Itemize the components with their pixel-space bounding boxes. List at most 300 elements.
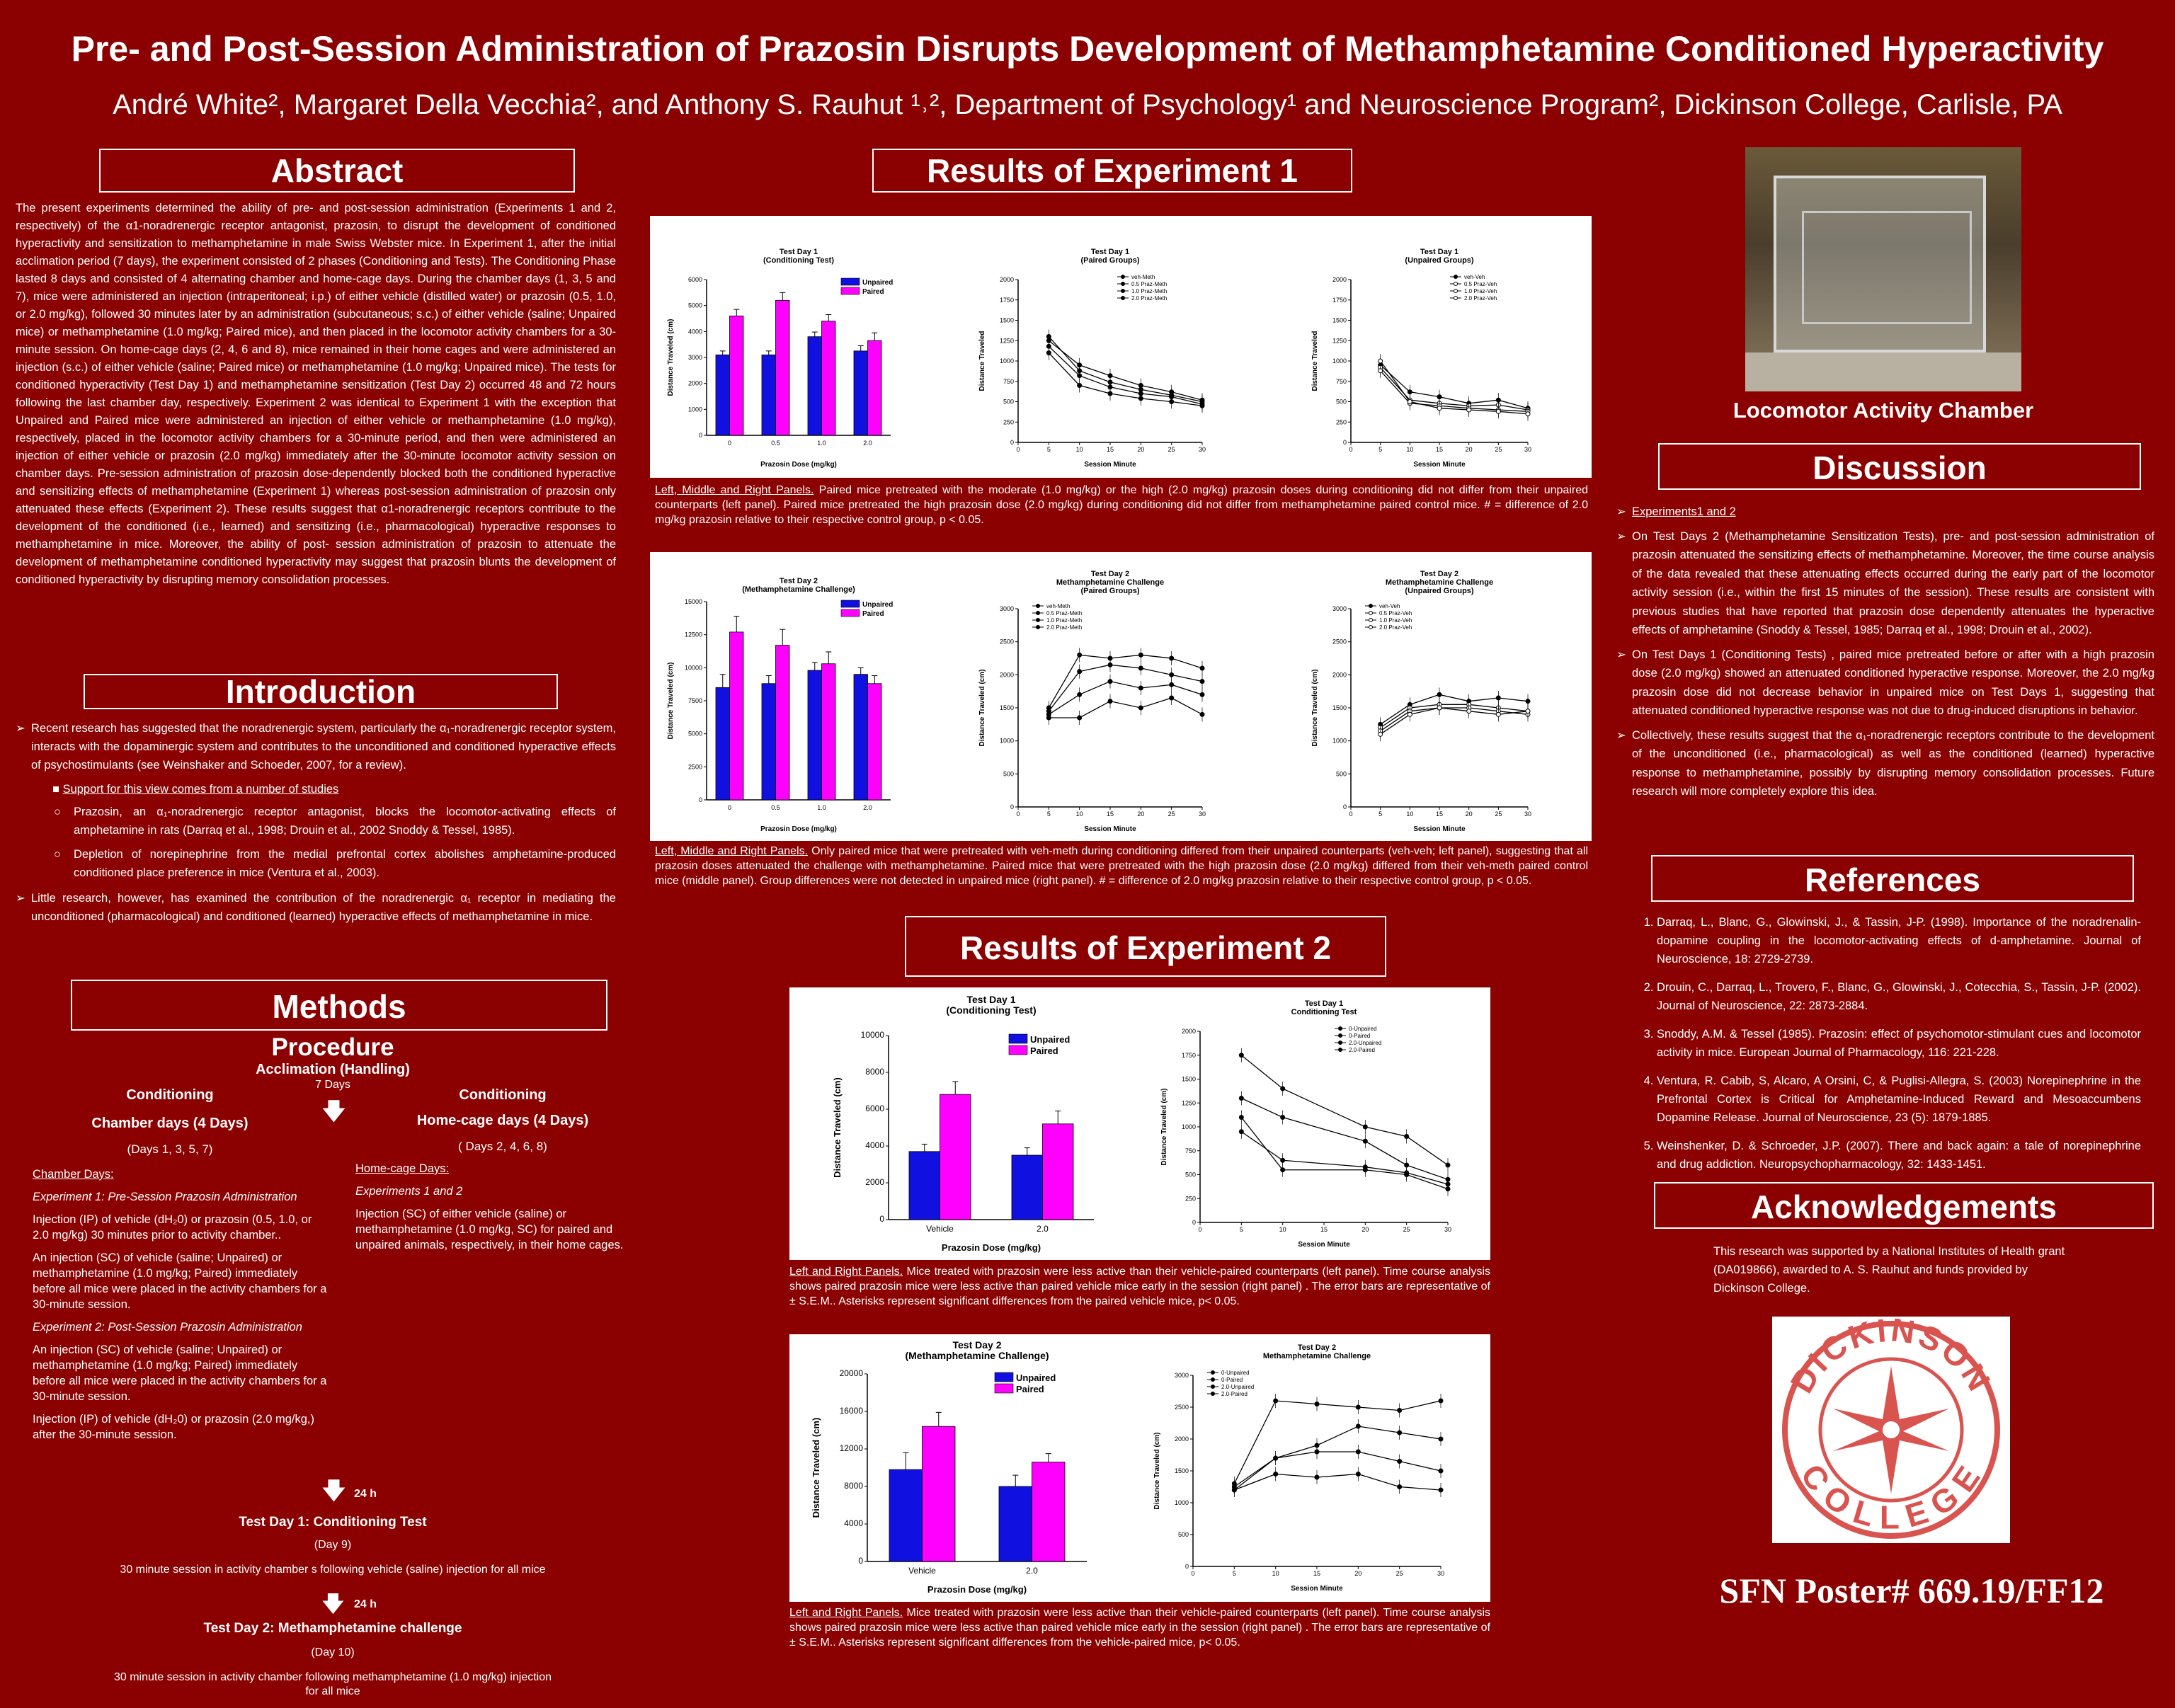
data-point xyxy=(1046,335,1051,339)
chart-exp1-td1-paired xyxy=(976,244,1216,471)
reference-item: 2. Drouin, C., Darraq, L., Trovero, F., Blanc, G., Glowinski, J., Cotecchia, S., Tassin, J-P. (2002). Journal of Neuroscience, 22: 2873-2884. xyxy=(1657,978,2141,1015)
reference-item: 5. Weinshenker, D. & Schroeder, J.P. (2007). There and back again: a tale of norepinephrine and drug addiction. Neuropsychopharmacology, 32: 1433-1451. xyxy=(1657,1137,2141,1174)
chart-exp2-td1-line xyxy=(1158,996,1469,1251)
x-tick-label: 0 xyxy=(1191,1570,1195,1577)
legend-marker xyxy=(1037,612,1040,615)
data-point xyxy=(1356,1424,1360,1428)
y-tick-label: 750 xyxy=(1335,377,1347,385)
legend-label: Unpaired xyxy=(1030,1034,1071,1045)
x-tick-label: 15 xyxy=(1313,1570,1321,1577)
y-tick-label: 0 xyxy=(1342,439,1347,446)
bar-unpaired xyxy=(854,675,868,800)
data-point xyxy=(1170,400,1174,404)
x-tick-label: 25 xyxy=(1395,1570,1403,1577)
legend-label: veh-Meth xyxy=(1131,274,1155,280)
series-line-1 xyxy=(1234,1401,1441,1484)
y-tick-label: 1500 xyxy=(1181,1075,1196,1083)
y-tick-label: 1000 xyxy=(1181,1123,1196,1130)
data-point xyxy=(1356,1450,1360,1454)
chamber-days-title: Chamber days (4 Days) xyxy=(91,1116,249,1131)
data-point xyxy=(1239,1053,1243,1058)
data-point xyxy=(1437,706,1442,710)
y-tick-label: 0 xyxy=(879,1214,884,1224)
data-point xyxy=(1496,696,1500,700)
arrow-down-icon: 🡇 xyxy=(322,1478,346,1503)
series-line-2 xyxy=(1049,682,1202,715)
chart-exp2-td2-line xyxy=(1151,1340,1462,1595)
data-point xyxy=(1138,706,1143,710)
college-seal-icon xyxy=(1772,1317,2010,1543)
intro-sub-1 xyxy=(16,803,616,839)
legend-label: 1.0 Praz-Veh xyxy=(1464,288,1497,294)
conditioning-right-label: Conditioning xyxy=(459,1087,547,1103)
methods-heading: Methods xyxy=(71,980,607,1031)
results1-caption-2-lead: Left, Middle and Right Panels. xyxy=(655,845,809,857)
y-tick-label: 250 xyxy=(1335,418,1347,426)
y-tick-label: 12500 xyxy=(684,631,702,638)
interval-24h-a: 24 h xyxy=(354,1488,377,1500)
legend-label: 2.0 Praz-Meth xyxy=(1131,295,1168,302)
y-tick-label: 3000 xyxy=(999,605,1014,612)
results1-heading: Results of Experiment 1 xyxy=(872,149,1352,193)
y-tick-label: 15000 xyxy=(684,598,702,605)
bar-paired xyxy=(940,1094,971,1220)
chamber-days-list: (Days 1, 3, 5, 7) xyxy=(127,1142,213,1156)
home-cage-days-label: Home-cage Days: xyxy=(355,1162,450,1175)
poster-title: Pre- and Post-Session Administration of Prazosin Disrupts Development of Methamphetamine Conditioned Hyperactivity xyxy=(71,29,2104,69)
legend-label: Paired xyxy=(862,610,884,618)
x-tick-label: 2.0 xyxy=(1037,1224,1049,1234)
data-point xyxy=(1274,1456,1278,1460)
data-point xyxy=(1281,1158,1285,1162)
x-tick-label: 20 xyxy=(1361,1226,1369,1233)
y-tick-label: 1000 xyxy=(999,357,1014,365)
seal-top-text: DICKINSON xyxy=(1783,1317,1999,1399)
x-tick-label: 5 xyxy=(1378,446,1383,453)
data-point xyxy=(1378,732,1383,736)
data-point xyxy=(1046,716,1051,720)
x-tick-label: 10 xyxy=(1406,810,1414,818)
chart-title: Conditioning Test xyxy=(1291,1008,1357,1016)
x-tick-label: 2.0 xyxy=(1026,1566,1038,1576)
discussion-body xyxy=(1616,503,2154,807)
data-point xyxy=(1437,692,1442,697)
chart-title: (Paired Groups) xyxy=(1080,256,1140,265)
results1-caption-2-text: Only paired mice that were pretreated with veh-meth during conditioning differed from their unpaired counterparts (veh-veh; left panel), suggesting that all prazosin doses attenuated the challenge with methamphetamine. Paired mice that were pretreated with the high prazosin dose (2.0 mg/kg) differed from their veh-meth paired control mice (middle panel). Group differences were not detected in unpaired mice (right panel). # = difference of 2.0 mg/kg prazosin relative to their respective control group, p < 0.05. xyxy=(655,845,1588,887)
data-point xyxy=(1078,374,1082,378)
data-point xyxy=(1446,1187,1450,1191)
y-axis-label: Distance Traveled (cm) xyxy=(811,1417,821,1518)
legend-label: 0.5 Praz-Veh xyxy=(1379,610,1412,617)
y-tick-label: 2000 xyxy=(1181,1028,1196,1035)
chart-title: (Paired Groups) xyxy=(1080,587,1140,595)
photo-caption: Locomotor Activity Chamber xyxy=(1732,398,2034,423)
legend-label: 2.0 Praz-Meth xyxy=(1046,624,1083,631)
legend-marker xyxy=(1369,612,1373,615)
legend-marker xyxy=(1211,1378,1215,1382)
y-tick-label: 0 xyxy=(1192,1219,1196,1226)
data-point xyxy=(1356,1405,1360,1409)
legend-label: 0.5 Praz-Meth xyxy=(1046,610,1083,617)
legend-label: 0-Paired xyxy=(1349,1033,1371,1039)
x-axis-label: Session Minute xyxy=(1413,461,1466,469)
intro-bullet-2: ➢ Little research, however, has examined the contribution of the noradrenergic α₁ receptor in mediating the unconditioned (pharmacological) and conditioned (learned) hyperactive effects of methamphetamine in mice. xyxy=(16,889,616,926)
data-point xyxy=(1274,1472,1278,1477)
data-point xyxy=(1467,709,1471,713)
data-point xyxy=(1496,712,1500,716)
bar-paired xyxy=(776,300,790,435)
abstract-text: The present experiments determined the ability of pre- and post-session administration (Experiments 1 and 2, respectively) of the α1-noradrenergic receptor antagonist, prazosin, to disrupt the development of conditioned hyperactivity and sensitization to methamphetamine in male Swiss Webster mice. In Experiment 1, after the initial acclimation period (7 days), the experiment consisted of 2 phases (Conditioning and Tests). The Conditioning Phase lasted 8 days and consisted of 4 alternating chamber and home-cage days. During the chamber days (1, 3, 5 and 7), mice were administered an injection (intraperitoneal; i.p.) of either vehicle (distilled water) or prazosin (0.5, 1.0, or 2.0 mg/kg), followed 30 minutes later by an administration (subcutaneous; s.c.) of either vehicle (saline; Unpaired mice) or methamphetamine (1.0 mg/kg; Paired mice), and then placed in the locomotor activity chambers for a 30-minute session. On home-cage days (2, 4, 6 and 8), mice remained in their home cages and were administered an injection (s.c.) of either vehicle (saline; Paired mice) or methamphetamine (1.0 mg/kg; Unpaired mice). The tests for conditioned hyperactivity (Test Day 1) and methamphetamine sensitization (Test Day 2) occurred 48 and 72 hours following the last chamber day, respectively. Experiment 2 was identical to Experiment 1 with the exception that Unpaired and Paired mice were administered an injection of either vehicle or methamphetamine (1.0 mg/kg), respectively, placed in the locomotor activity chambers for a 30-minute period, and then were administered an injection of either vehicle or prazosin (2.0 mg/kg) immediately after the 30-minute locomotor activity session on chamber days. Pre-session administration of prazosin dose-dependently blocked both the conditioned hyperactive and sensitizing effects of methamphetamine (Experiment 1) whereas post-session administration of prazosin only attenuated these effects (Experiment 2). These results suggest that α1-noradrenergic receptors contribute to the development of the conditioned (i.e., learned) and sensitizing (i.e., pharmacological) hyperactive responses to methamphetamine in mice. Moreover, the ability of post- session administration of prazosin to attenuate the development of methamphetamine conditioned hyperactivity may suggest that prazosin blunts the development of conditioned hyperactivity by disrupting memory consolidation processes. xyxy=(16,202,616,586)
y-tick-label: 500 xyxy=(1177,1531,1189,1538)
legend-label: 0-Unpaired xyxy=(1349,1026,1377,1032)
chart-exp1-td2-unpaired xyxy=(1308,566,1542,835)
x-tick-label: 30 xyxy=(1444,1226,1452,1233)
y-tick-label: 2000 xyxy=(999,671,1014,679)
x-tick-label: 0 xyxy=(1349,446,1353,453)
x-axis-label: Session Minute xyxy=(1413,825,1466,833)
legend-marker xyxy=(1339,1027,1342,1031)
test-day-1-day: (Day 9) xyxy=(314,1539,352,1551)
chamber-inner xyxy=(1802,211,1972,324)
data-point xyxy=(1170,672,1174,677)
y-tick-label: 4000 xyxy=(844,1518,863,1528)
references-list xyxy=(1643,913,2141,1183)
x-tick-label: 10 xyxy=(1279,1226,1286,1233)
conditioning-left-label: Conditioning xyxy=(126,1087,214,1103)
legend-swatch xyxy=(841,287,860,294)
data-point xyxy=(1078,692,1082,697)
bar-paired xyxy=(822,664,836,800)
y-tick-label: 0 xyxy=(698,796,702,803)
discussion-bullet-2: ➢ On Test Days 1 (Conditioning Tests) , paired mice pretreated before or after with a high prazosin dose (2.0 mg/kg) showed an attenuated conditioned hyperactive response. Moreover, the 2.0 mg/kg prazosin dose did not decrease behavior in unpaired mice on Test Days 1, suggesting that attenuated conditioned hyperactive response was not due to drug-induced disruptions in behavior. xyxy=(1616,646,2154,721)
results2-caption-1-text: Mice treated with prazosin were less active than their vehicle-paired counterparts (left panel). Time course analysis shows paired prazosin mice were less active than paired vehicle mice early in the session (right panel) . The error bars are representative of ± S.E.M.. Asterisks represent significant differences from the paired vehicle mice, p< 0.05. xyxy=(789,1266,1490,1307)
chart-title: (Conditioning Test) xyxy=(763,256,834,265)
legend-label: 1.0 Praz-Veh xyxy=(1379,617,1412,624)
y-tick-label: 1500 xyxy=(1174,1467,1189,1474)
home-cage-days-list: ( Days 2, 4, 6, 8) xyxy=(458,1140,547,1153)
legend-swatch xyxy=(995,1372,1013,1382)
chart-title: Test Day 2 xyxy=(1090,570,1130,578)
y-tick-label: 750 xyxy=(1184,1147,1196,1154)
circle-bullet-icon: ○ xyxy=(54,848,61,861)
bar-unpaired xyxy=(716,687,730,800)
data-point xyxy=(1526,412,1530,416)
data-point xyxy=(1496,409,1500,413)
x-tick-label: 5 xyxy=(1046,446,1051,453)
x-tick-label: 30 xyxy=(1437,1570,1445,1577)
results2-heading: Results of Experiment 2 xyxy=(905,916,1386,977)
results2-caption-2 xyxy=(789,1605,1490,1650)
y-tick-label: 1250 xyxy=(1332,337,1347,345)
results1-caption-1-lead: Left, Middle and Right Panels. xyxy=(655,484,814,496)
series-line-0 xyxy=(1234,1474,1441,1491)
locomotor-chamber-photo xyxy=(1745,147,2021,391)
arrow-down-icon: 🡇 xyxy=(322,1099,346,1124)
y-tick-label: 1250 xyxy=(1181,1099,1196,1107)
data-point xyxy=(1378,359,1383,363)
legend-marker xyxy=(1121,297,1125,300)
x-tick-label: 25 xyxy=(1168,446,1175,453)
y-tick-label: 4000 xyxy=(865,1140,884,1150)
acknowledgements-text: This research was supported by a National Institutes of Health grant (DA019866), awarded to A. S. Rauhut and funds provided by Dickinson College. xyxy=(1713,1245,2065,1295)
series-line-1 xyxy=(1049,337,1202,402)
y-tick-label: 10000 xyxy=(684,664,702,672)
chart-title: Test Day 1 xyxy=(1304,999,1344,1008)
legend-label: 2.0-Unpaired xyxy=(1221,1384,1255,1390)
data-point xyxy=(1439,1437,1443,1441)
home-cage-days-title: Home-cage days (4 Days) xyxy=(416,1113,589,1128)
y-tick-label: 3000 xyxy=(687,354,702,361)
data-point xyxy=(1281,1087,1285,1091)
introduction-heading: Introduction xyxy=(84,674,558,709)
data-point xyxy=(1232,1488,1236,1492)
discussion-heading: Discussion xyxy=(1658,443,2141,490)
series-line-0 xyxy=(1049,340,1202,400)
chart-title: Test Day 2 xyxy=(1420,570,1459,578)
data-point xyxy=(1405,1173,1409,1177)
data-point xyxy=(1108,699,1112,704)
bar-paired xyxy=(1043,1124,1074,1220)
data-point xyxy=(1398,1431,1402,1435)
y-axis-label: Distance Traveled (cm) xyxy=(1311,669,1319,747)
data-point xyxy=(1078,384,1082,388)
y-tick-label: 6000 xyxy=(865,1104,884,1113)
data-point xyxy=(1363,1139,1367,1143)
bar-paired xyxy=(923,1426,956,1561)
home-cage-details xyxy=(355,1161,646,1260)
y-tick-label: 1750 xyxy=(1332,296,1347,304)
bar-paired xyxy=(730,316,744,435)
x-tick-label: 30 xyxy=(1198,446,1206,453)
x-tick-label: 1.0 xyxy=(817,804,826,811)
x-tick-label: 15 xyxy=(1106,810,1114,818)
y-tick-label: 2500 xyxy=(999,638,1014,646)
chart-title: (Conditioning Test) xyxy=(946,1004,1037,1016)
y-axis-label: Distance Traveled xyxy=(978,331,986,391)
interval-24h-b: 24 h xyxy=(354,1598,377,1610)
discussion-lead-text: Experiments1 and 2 xyxy=(1632,505,1736,518)
test-day-2-desc: 30 minute session in activity chamber following methamphetamine (1.0 mg/kg) injection for all mice xyxy=(113,1671,552,1697)
bar-paired xyxy=(730,632,744,800)
legend-label: veh-Meth xyxy=(1046,603,1071,609)
legend-marker xyxy=(1369,626,1373,629)
x-tick-label: Vehicle xyxy=(926,1224,954,1234)
x-tick-label: 15 xyxy=(1106,446,1114,453)
y-tick-label: 0 xyxy=(1010,803,1014,810)
test-day-1-title: Test Day 1: Conditioning Test xyxy=(239,1515,427,1530)
chart-title: Test Day 2 xyxy=(952,1339,1002,1351)
x-tick-label: 2.0 xyxy=(863,804,872,811)
x-tick-label: 0.5 xyxy=(771,804,780,811)
chart-title: Test Day 1 xyxy=(1420,248,1459,256)
legend-marker xyxy=(1339,1048,1342,1052)
x-axis-label: Prazosin Dose (mg/kg) xyxy=(760,461,837,469)
series-line-1 xyxy=(1381,367,1528,410)
y-axis-label: Distance Traveled (cm) xyxy=(1160,1088,1168,1166)
x-tick-label: 20 xyxy=(1137,446,1145,453)
x-tick-label: 5 xyxy=(1239,1226,1243,1233)
home-cage-procedure: Injection (SC) of either vehicle (saline) or methamphetamine (1.0 mg/kg, SC) for paired and unpaired animals, respectively, in their home cages. xyxy=(355,1208,624,1251)
data-point xyxy=(1526,699,1530,704)
x-tick-label: 15 xyxy=(1435,446,1444,453)
x-tick-label: 15 xyxy=(1320,1226,1328,1233)
y-tick-label: 1750 xyxy=(1181,1051,1196,1059)
legend-marker xyxy=(1037,626,1040,629)
legend-marker xyxy=(1211,1385,1215,1389)
y-tick-label: 500 xyxy=(1184,1171,1196,1179)
legend-label: 2.0 Praz-Veh xyxy=(1379,624,1412,631)
bar-unpaired xyxy=(808,670,822,800)
series-line-3 xyxy=(1241,1099,1448,1180)
x-tick-label: 30 xyxy=(1524,446,1532,453)
legend-label: 2.0-Paired xyxy=(1349,1047,1375,1053)
y-tick-label: 250 xyxy=(1184,1195,1196,1203)
legend-marker xyxy=(1037,619,1040,622)
legend-marker xyxy=(1211,1392,1215,1396)
chamber-days-label: Chamber Days: xyxy=(33,1168,114,1181)
y-tick-label: 5000 xyxy=(687,302,702,309)
experiment-2-step-2: Injection (IP) of vehicle (dH₂0) or prazosin (2.0 mg/kg,) after the 30-minute session. xyxy=(33,1413,314,1441)
chart-title: Test Day 1 xyxy=(966,994,1016,1005)
x-tick-label: 20 xyxy=(1137,810,1145,818)
legend-marker xyxy=(1211,1371,1215,1375)
x-axis-label: Prazosin Dose (mg/kg) xyxy=(941,1242,1041,1253)
intro-subheading-text: Support for this view comes from a number of studies xyxy=(62,783,339,796)
legend-label: 0-Paired xyxy=(1221,1377,1243,1383)
series-line-2 xyxy=(1234,1452,1441,1487)
chart-title: (Unpaired Groups) xyxy=(1405,256,1474,265)
intro-subheading: ■ Support for this view comes from a number of studies xyxy=(52,783,339,796)
reference-item: 3. Snoddy, A.M. & Tessel (1985). Prazosin: effect of psychomotor-stimulant cues and locomotor activity in mice. European Journal of Pharmacology, 116: 221-228. xyxy=(1657,1025,2141,1062)
y-tick-label: 16000 xyxy=(839,1406,863,1416)
y-tick-label: 750 xyxy=(1003,377,1014,385)
y-tick-label: 2000 xyxy=(999,276,1014,283)
data-point xyxy=(1398,1460,1402,1464)
intro-sub-1-text: Prazosin, an α₁-noradrenergic receptor antagonist, blocks the locomotor-activating effects of amphetamine in rats (Darraq et al., 1998; Drouin et al., 2002 Snoddy & Tessel, 1985). xyxy=(74,806,616,837)
x-tick-label: 2.0 xyxy=(863,440,872,447)
procedure-heading: Procedure xyxy=(271,1033,394,1061)
poster-authors: André White², Margaret Della Vecchia², and Anthony S. Rauhut ¹˒², Department of Psychology¹ and Neuroscience Program², Dickinson College, Carlisle, PA xyxy=(113,89,2062,120)
series-line-1 xyxy=(1241,1055,1448,1165)
y-tick-label: 250 xyxy=(1003,418,1014,426)
y-tick-label: 2000 xyxy=(1174,1435,1189,1443)
results1-figure-row2 xyxy=(650,552,1592,841)
y-tick-label: 8000 xyxy=(844,1481,863,1491)
y-tick-label: 2500 xyxy=(687,763,702,771)
y-tick-label: 500 xyxy=(1003,770,1014,778)
data-point xyxy=(1281,1168,1285,1172)
chart-title: Methamphetamine Challenge xyxy=(1262,1352,1371,1360)
y-axis-label: Distance Traveled (cm) xyxy=(667,319,675,396)
legend-label: 0-Unpaired xyxy=(1221,1370,1250,1376)
legend-marker xyxy=(1121,275,1125,279)
chamber-days-details xyxy=(33,1167,330,1450)
chart-title: (Methamphetamine Challenge) xyxy=(742,585,855,594)
bar-paired xyxy=(1032,1462,1066,1561)
experiment-1-step-1: Injection (IP) of vehicle (dH₂0) or prazosin (0.5, 1.0, or 2.0 mg/kg) 30 minutes prior to activity chamber.. xyxy=(33,1213,312,1242)
legend-marker xyxy=(1454,297,1458,300)
x-tick-label: 0 xyxy=(1016,810,1020,818)
data-point xyxy=(1378,369,1383,373)
y-tick-label: 2500 xyxy=(1332,638,1347,646)
series-line-3 xyxy=(1049,698,1202,718)
y-tick-label: 0 xyxy=(1342,803,1347,810)
chart-exp2-td1-bar xyxy=(832,993,1115,1255)
x-tick-label: 1.0 xyxy=(817,440,826,447)
x-tick-label: 0 xyxy=(727,440,732,447)
legend-swatch xyxy=(1009,1034,1027,1043)
legend-marker xyxy=(1454,290,1458,293)
data-point xyxy=(1315,1475,1319,1479)
x-axis-label: Prazosin Dose (mg/kg) xyxy=(927,1584,1027,1595)
y-tick-label: 1000 xyxy=(999,737,1014,745)
chart-title: Methamphetamine Challenge xyxy=(1385,578,1494,587)
y-tick-label: 4000 xyxy=(687,328,702,336)
intro-sub-2 xyxy=(16,845,616,882)
test-day-1-desc: 30 minute session in activity chamber s following vehicle (saline) injection for all mice xyxy=(120,1564,546,1576)
bar-unpaired xyxy=(808,337,822,435)
legend-marker xyxy=(1369,619,1373,622)
y-tick-label: 0 xyxy=(1010,439,1014,446)
data-point xyxy=(1108,663,1112,667)
chart-title: Test Day 2 xyxy=(1297,1343,1337,1352)
data-point xyxy=(1356,1472,1360,1477)
legend-marker xyxy=(1339,1034,1342,1038)
arrow-down-icon: 🡇 xyxy=(322,1593,344,1616)
y-tick-label: 12000 xyxy=(839,1443,863,1453)
x-tick-label: Vehicle xyxy=(908,1566,936,1576)
y-tick-label: 6000 xyxy=(687,276,702,283)
test-day-2-title: Test Day 2: Methamphetamine challenge xyxy=(203,1621,462,1636)
introduction-body xyxy=(16,719,616,932)
legend-swatch xyxy=(841,278,860,285)
legend-marker xyxy=(1339,1041,1342,1045)
acclimation-days: 7 Days xyxy=(315,1079,350,1091)
chart-title: (Unpaired Groups) xyxy=(1405,587,1474,595)
data-point xyxy=(1170,696,1174,700)
data-point xyxy=(1200,680,1204,684)
chart-title: (Methamphetamine Challenge) xyxy=(905,1350,1049,1361)
x-tick-label: 10 xyxy=(1075,810,1083,818)
bar-unpaired xyxy=(854,351,868,435)
dickinson-college-logo xyxy=(1772,1317,2010,1543)
legend-swatch xyxy=(841,609,860,617)
x-axis-label: Prazosin Dose (mg/kg) xyxy=(760,825,837,833)
results2-figure-row2 xyxy=(789,1334,1490,1602)
y-tick-label: 1000 xyxy=(687,406,702,413)
chart-title: Test Day 1 xyxy=(779,248,818,256)
x-axis-label: Session Minute xyxy=(1298,1241,1350,1249)
data-point xyxy=(1138,653,1143,657)
legend-label: Paired xyxy=(1030,1045,1058,1056)
data-point xyxy=(1405,1135,1409,1139)
data-point xyxy=(1078,670,1082,674)
x-tick-label: 5 xyxy=(1046,810,1051,818)
legend-marker xyxy=(1121,282,1125,286)
data-point xyxy=(1170,682,1174,687)
y-tick-label: 1000 xyxy=(1174,1499,1189,1506)
bar-unpaired xyxy=(999,1486,1032,1561)
data-point xyxy=(1467,408,1471,412)
x-tick-label: 10 xyxy=(1406,446,1414,453)
y-tick-label: 2500 xyxy=(1174,1404,1189,1411)
acclimation-label: Acclimation (Handling) xyxy=(256,1062,410,1077)
series-line-0 xyxy=(1381,365,1528,408)
series-line-0 xyxy=(1241,1132,1448,1184)
chart-title: Methamphetamine Challenge xyxy=(1056,578,1165,587)
data-point xyxy=(1200,666,1204,670)
y-tick-label: 2000 xyxy=(865,1177,884,1187)
